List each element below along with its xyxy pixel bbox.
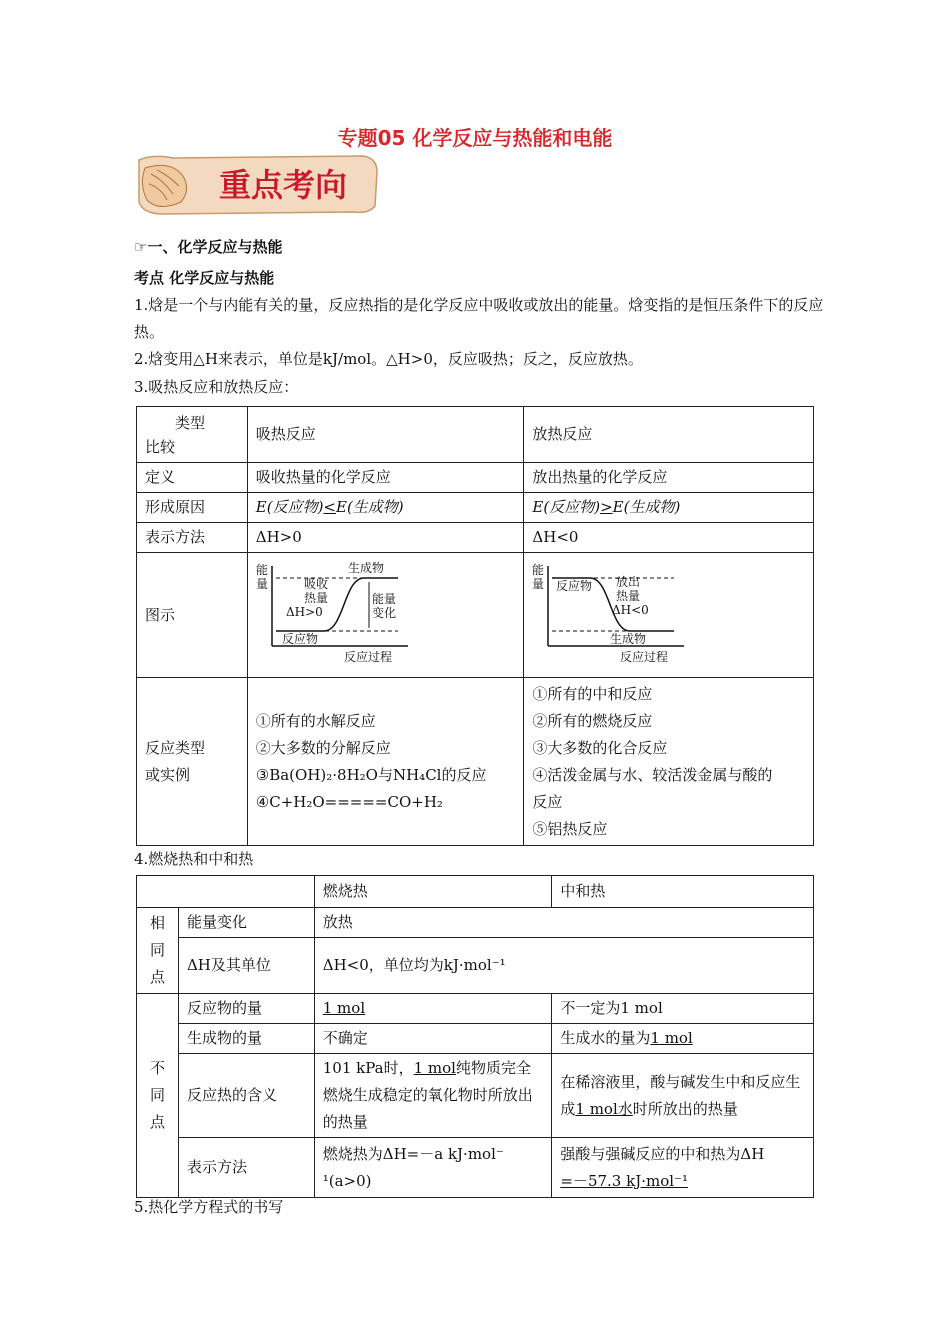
row-label-figure: 图示 [137,553,248,678]
exo-figure-cell [524,553,814,678]
representation-label: 表示方法 [178,1138,314,1198]
exo-examples [524,678,814,846]
exo-cause: E(反应物)>E(生成物) [524,493,814,523]
endo-definition: 吸收热量的化学反应 [247,463,524,493]
section-heading: ☞一、化学反应与热能 [134,238,283,256]
dh-unit-value: ΔH<0，单位均为kJ·mol⁻¹ [314,938,813,994]
svg-text:ΔH>0: ΔH>0 [285,605,323,619]
reactant-amount-label: 反应物的量 [178,994,314,1024]
svg-text:吸收: 吸收 [303,577,328,591]
row-label-definition: 定义 [137,463,248,493]
same-points-label: 相 同 点 [137,908,179,994]
svg-text:反应物: 反应物 [281,632,318,646]
svg-text:热量: 热量 [616,589,641,603]
svg-text:量: 量 [532,577,545,591]
header-type: 类型 [175,413,206,432]
exo-energy-diagram [524,556,724,674]
endo-representation: ΔH>0 [247,523,524,553]
paragraph-4: 4.燃烧热和中和热 [134,850,254,868]
header-exo: 放热反应 [524,407,814,463]
paragraph-5: 5.热化学方程式的书写 [134,1198,284,1216]
svg-text:能量: 能量 [371,592,396,606]
endo-example: ②大多数的分解反应 [255,738,391,757]
combustion-reactant: 1 mol [314,994,552,1024]
svg-text:生成物: 生成物 [610,632,647,646]
svg-text:能: 能 [532,563,545,577]
endo-energy-diagram [248,556,448,674]
exo-example: 反应 [532,792,563,811]
neutralization-representation: 强酸与强碱反应的中和热为ΔH =－57.3 kJ·mol⁻¹ [552,1138,814,1198]
paragraph-1: 1.焓是一个与内能有关的量，反应热指的是化学反应中吸收或放出的能量。焓变指的是恒压条件下的反应热。 [134,296,824,341]
neutralization-reactant: 不一定为1 mol [552,994,814,1024]
endo-example: ④C+H₂O=====CO+H₂ [255,792,443,811]
header-type-compare [137,407,248,463]
endo-exo-table [136,406,814,846]
endo-examples [247,678,524,846]
exo-definition: 放出热量的化学反应 [524,463,814,493]
row-label-cause: 形成原因 [137,493,248,523]
combustion-neutralization-table [136,875,814,1198]
svg-text:反应过程: 反应过程 [620,650,669,664]
exo-example: ②所有的燃烧反应 [532,711,653,730]
svg-text:量: 量 [255,577,268,591]
page-title: 专题05 化学反应与热能和电能 [337,126,613,150]
exo-example: ③大多数的化合反应 [532,738,668,757]
svg-text:反应过程: 反应过程 [343,650,392,664]
endo-example: ①所有的水解反应 [255,711,376,730]
header-combustion: 燃烧热 [314,876,552,908]
diff-points-label: 不 同 点 [137,994,179,1198]
row-label-representation: 表示方法 [137,523,248,553]
header-endo: 吸热反应 [247,407,524,463]
paragraph-3: 3.吸热反应和放热反应： [134,378,299,396]
dh-unit-label: ΔH及其单位 [178,938,314,994]
energy-change-label: 能量变化 [178,908,314,938]
header-compare: 比较 [145,437,176,456]
combustion-representation: 燃烧热为ΔH=－a kJ·mol⁻ ¹(a>0) [314,1138,552,1198]
endo-cause: E(反应物)<E(生成物) [247,493,524,523]
endo-figure-cell [247,553,524,678]
svg-text:放出: 放出 [616,575,641,589]
exo-representation: ΔH<0 [524,523,814,553]
heat-meaning-label: 反应热的含义 [178,1054,314,1138]
svg-text:生成物: 生成物 [347,561,384,575]
svg-text:热量: 热量 [303,591,328,605]
neutralization-product: 生成水的量为1 mol [552,1024,814,1054]
energy-change-value: 放热 [314,908,813,938]
svg-text:反应物: 反应物 [556,579,593,593]
topic-heading: 考点 化学反应与热能 [134,269,275,287]
header-neutralization: 中和热 [552,876,814,908]
paragraph-2: 2.焓变用△H来表示，单位是kJ/mol。△H>0，反应吸热；反之，反应放热。 [134,350,643,368]
banner-text: 重点考向 [219,166,348,204]
exo-example: ①所有的中和反应 [532,684,653,703]
row-label-examples: 反应类型 或实例 [137,678,248,846]
exo-example: ④活泼金属与水、较活泼金属与酸的 [532,765,773,784]
combustion-meaning: 101 kPa时，1 mol纯物质完全燃烧生成稳定的氧化物时所放出的热量 [314,1054,552,1138]
svg-text:ΔH<0: ΔH<0 [612,603,650,617]
exo-example: ⑤铝热反应 [532,819,608,838]
endo-example: ③Ba(OH)₂·8H₂O与NH₄Cl的反应 [255,765,487,784]
neutralization-meaning: 在稀溶液里，酸与碱发生中和反应生成1 mol水时所放出的热量 [552,1054,814,1138]
svg-text:变化: 变化 [371,606,396,620]
banner-image [133,150,381,218]
product-amount-label: 生成物的量 [178,1024,314,1054]
svg-text:能: 能 [255,563,268,577]
combustion-product: 不确定 [314,1024,552,1054]
